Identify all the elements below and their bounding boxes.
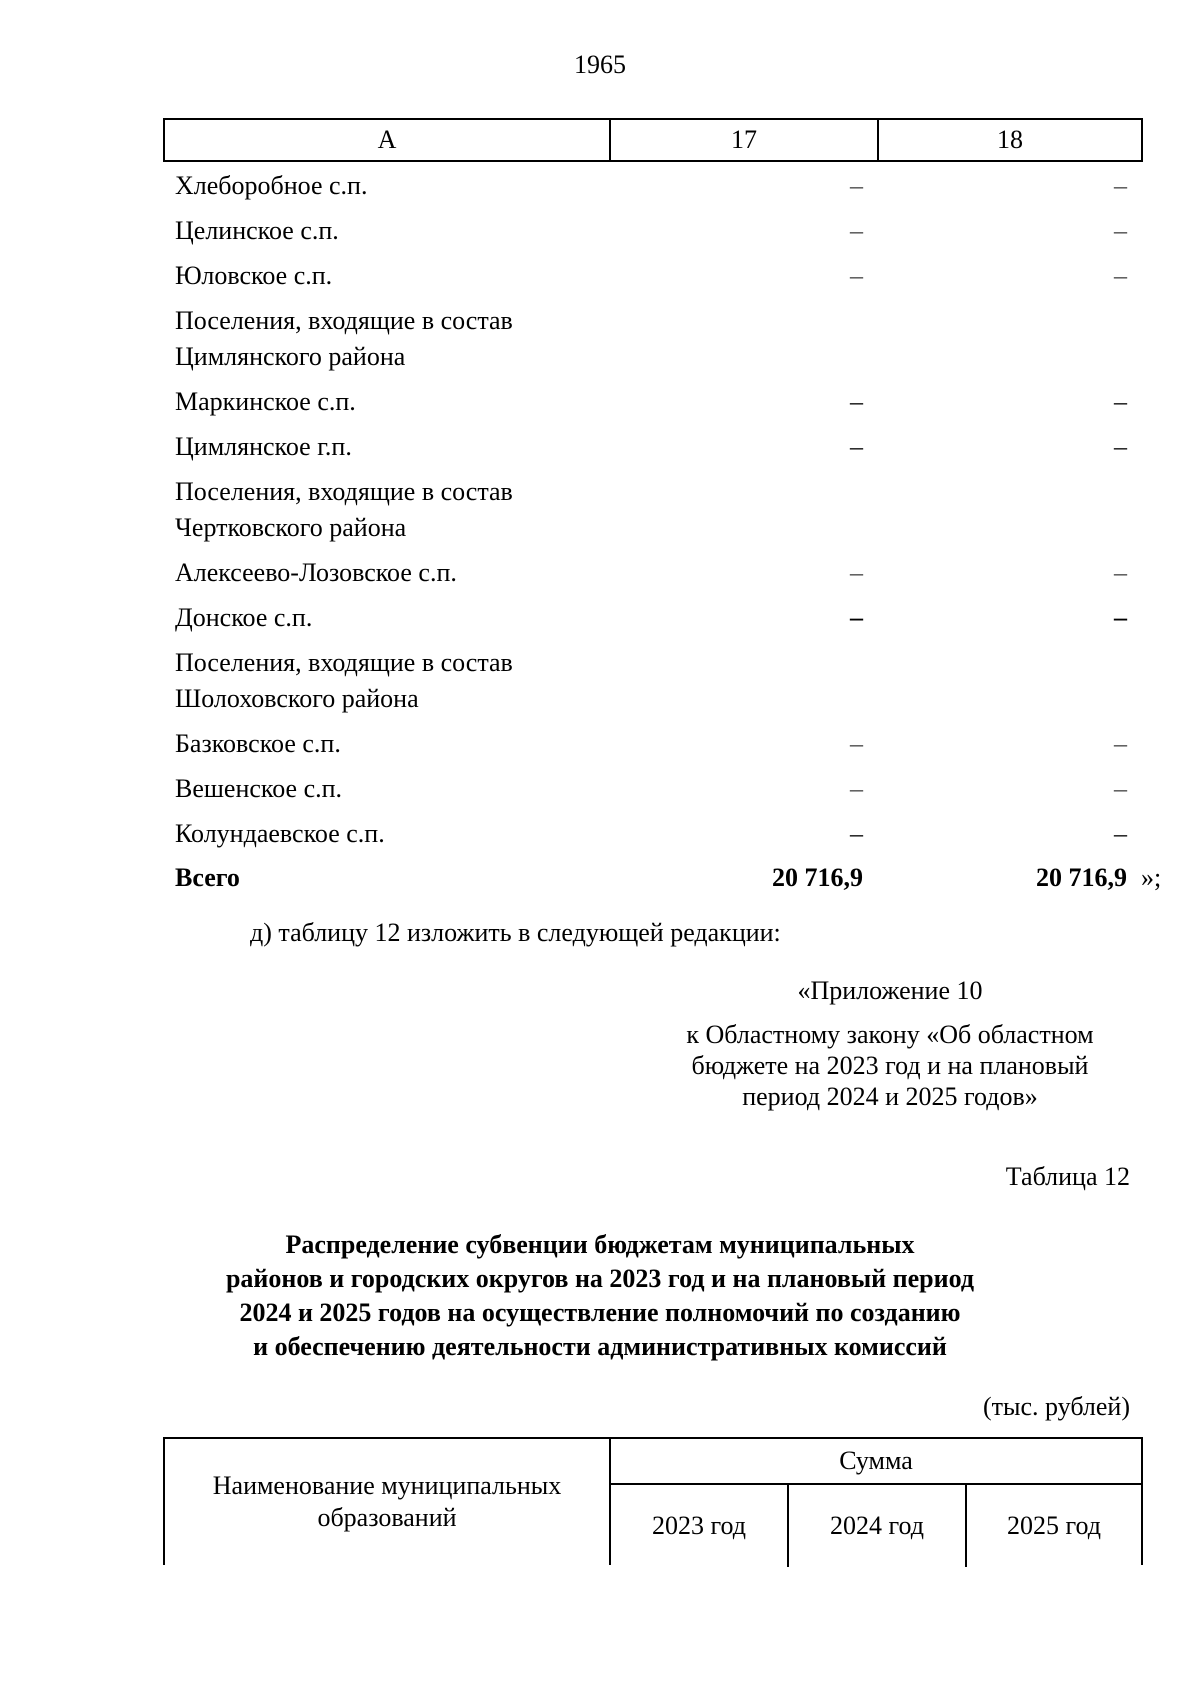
table-label: Таблица 12 xyxy=(1005,1162,1130,1191)
row-value-17: – xyxy=(850,387,863,416)
table2-year-2025: 2025 год xyxy=(1007,1511,1101,1540)
row-value-18: – xyxy=(1114,216,1127,245)
amendment-paragraph: д) таблицу 12 изложить в следующей редакции: xyxy=(250,918,781,947)
row-value-17: – xyxy=(850,432,863,461)
annex-title: «Приложение 10 xyxy=(797,976,983,1005)
annex-line: к Областному закону «Об областном xyxy=(686,1020,1094,1049)
row-name: Вешенское с.п. xyxy=(175,774,343,803)
annex-line: бюджете на 2023 год и на плановый xyxy=(691,1051,1089,1080)
row-value-18: – xyxy=(1114,432,1127,461)
row-value-17: – xyxy=(850,261,863,290)
group-name-line1: Поселения, входящие в состав xyxy=(175,477,513,506)
group-name-line2: Чертковского района xyxy=(175,513,407,542)
row-value-18: – xyxy=(1114,774,1127,803)
row-name: Колундаевское с.п. xyxy=(175,819,385,848)
annex-line: период 2024 и 2025 годов» xyxy=(742,1082,1038,1111)
group-name-line2: Шолоховского района xyxy=(175,684,419,713)
total-value-18: 20 716,9 xyxy=(1036,863,1127,892)
row-name: Базковское с.п. xyxy=(175,729,341,758)
row-value-18: – xyxy=(1114,729,1127,758)
row-value-18: – xyxy=(1114,558,1127,587)
total-label: Всего xyxy=(175,863,240,892)
table-title xyxy=(160,1228,1040,1364)
group-name-line2: Цимлянского района xyxy=(175,342,406,371)
table2-sum-header: Сумма xyxy=(611,1439,1141,1485)
row-value-17: – xyxy=(850,216,863,245)
group-name-line1: Поселения, входящие в состав xyxy=(175,648,513,677)
page-number: 1965 xyxy=(574,50,626,79)
title-line: 2024 и 2025 годов на осуществление полномочий по созданию xyxy=(239,1298,961,1327)
title-line: Распределение субвенции бюджетам муниципальных xyxy=(285,1230,915,1259)
unit-label: (тыс. рублей) xyxy=(982,1392,1130,1421)
table1-header-col-a: А xyxy=(165,120,611,160)
row-value-17: – xyxy=(850,819,863,848)
row-name: Целинское с.п. xyxy=(175,216,339,245)
closing-quote: »; xyxy=(1141,863,1162,892)
title-line: и обеспечению деятельности административных комиссий xyxy=(253,1332,947,1361)
table2-year-2023: 2023 год xyxy=(611,1485,789,1567)
table2-header xyxy=(163,1437,1143,1565)
name-header-line1: Наименование муниципальных xyxy=(212,1471,562,1500)
row-name: Юловское с.п. xyxy=(175,261,333,290)
title-line: районов и городских округов на 2023 год и на плановый период xyxy=(225,1264,975,1293)
row-value-17: – xyxy=(850,729,863,758)
row-value-17: – xyxy=(850,774,863,803)
table1-header-col-18: 18 xyxy=(997,125,1023,154)
row-name: Хлеборобное с.п. xyxy=(175,171,368,200)
table2-year-2024: 2024 год xyxy=(789,1485,967,1567)
row-name: Донское с.п. xyxy=(175,603,313,632)
row-value-18: – xyxy=(1114,261,1127,290)
total-value-17: 20 716,9 xyxy=(772,863,863,892)
row-value-17: – xyxy=(850,558,863,587)
row-value-18: – xyxy=(1114,171,1127,200)
row-name: Алексеево-Лозовское с.п. xyxy=(175,558,457,587)
row-name: Маркинское с.п. xyxy=(175,387,356,416)
row-value-17: – xyxy=(850,603,863,632)
row-value-18: – xyxy=(1114,819,1127,848)
row-name: Цимлянское г.п. xyxy=(175,432,352,461)
table1-header xyxy=(163,118,1143,162)
group-name-line1: Поселения, входящие в состав xyxy=(175,306,513,335)
table2-name-header xyxy=(165,1439,611,1565)
name-header-line2: образований xyxy=(317,1503,457,1532)
table1-header-col-17: 17 xyxy=(611,120,879,160)
row-value-17: – xyxy=(850,171,863,200)
row-value-18: – xyxy=(1114,387,1127,416)
row-value-18: – xyxy=(1114,603,1127,632)
